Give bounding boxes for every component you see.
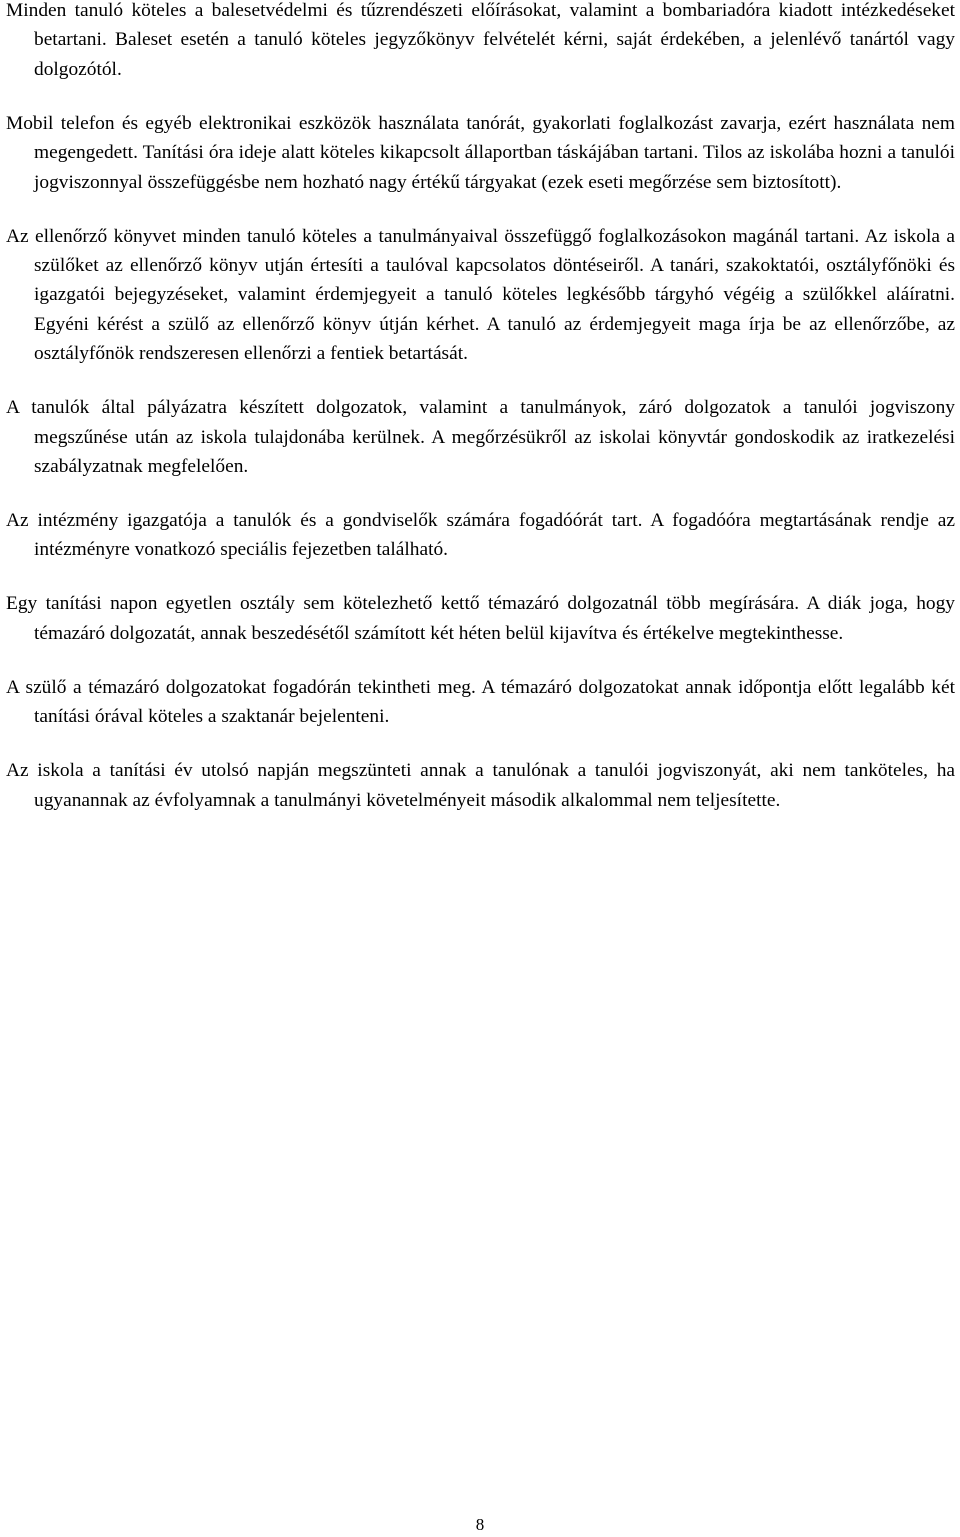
paragraph-student-papers: A tanulók által pályázatra készített dolgozatok, valamint a tanulmányok, záró dolgozatok a tanulói jogviszony megszűnése után az iskola tulajdonába kerülnek. A megőrzésükről az iskolai könyvtár gondoskodik az iratkezelési szabályzatnak megfelelően. <box>6 397 955 478</box>
paragraph-tests-per-day: Egy tanítási napon egyetlen osztály sem kötelezhető kettő témazáró dolgozatnál több megírására. A diák joga, hogy témazáró dolgozatát, annak beszedésétől számított két héten belül kijavítva és értékelve megtekinthesse. <box>6 593 955 644</box>
paragraph-parent-review: A szülő a témazáró dolgozatokat fogadórán tekintheti meg. A témazáró dolgozatokat annak időpontja előtt legalább két tanítási órával köteles a szaktanár bejelenteni. <box>6 676 955 728</box>
paragraph-enrollment-termination: Az iskola a tanítási év utolsó napján megszünteti annak a tanulónak a tanulói jogviszonyát, aki nem tanköteles, ha ugyanannak az évfolyamnak a tanulmányi követelményeit második alkalommal nem teljesítette. <box>6 760 955 811</box>
document-body <box>6 0 955 840</box>
paragraph-safety-rules: Minden tanuló köteles a balesetvédelmi és tűzrendészeti előírásokat, valamint a bombariadóra kiadott intézkedéseket betartani. Baleset esetén a tanuló köteles jegyzőkönyv felvételét kérni, saját érdekében, a jelenlévő tanártól vagy dolgozótól. <box>6 0 955 80</box>
paragraph-office-hours: Az intézmény igazgatója a tanulók és a gondviselők számára fogadóórát tart. A fogadóóra megtartásának rendje az intézményre vonatkozó speciális fejezetben található. <box>6 510 955 561</box>
paragraph-report-book: Az ellenőrző könyvet minden tanuló köteles a tanulmányaival összefüggő foglalkozásokon magánál tartani. Az iskola a szülőket az ellenőrző könyv utján értesíti a taulóval kapcsolatos döntéseiről. A tanári, szakoktatói, osztályfőnöki és igazgatói bejegyzéseket, valamint érdemjegyeit a tanuló köteles legkésőbb tárgyhó végéig a szülőkkel aláíratni. Egyéni kérést a szülő az ellenőrző könyv útján kérhet. A tanuló az érdemjegyeit maga írja be az ellenőrzőbe, az osztályfőnök rendszeresen ellenőrzi a fentiek betartását. <box>6 225 955 365</box>
page-number: 8 <box>475 1515 485 1534</box>
paragraph-mobile-phones: Mobil telefon és egyéb elektronikai eszközök használata tanórát, gyakorlati foglalkozást zavarja, ezért használata nem megengedett. Tanítási óra ideje alatt köteles kikapcsolt állaportban táskájában tartani. Tilos az iskolába hozni a tanulói jogviszonnyal összefüggésbe nem hozható nagy értékű tárgyakat (ezek eseti megőrzése sem biztosított). <box>6 112 955 193</box>
